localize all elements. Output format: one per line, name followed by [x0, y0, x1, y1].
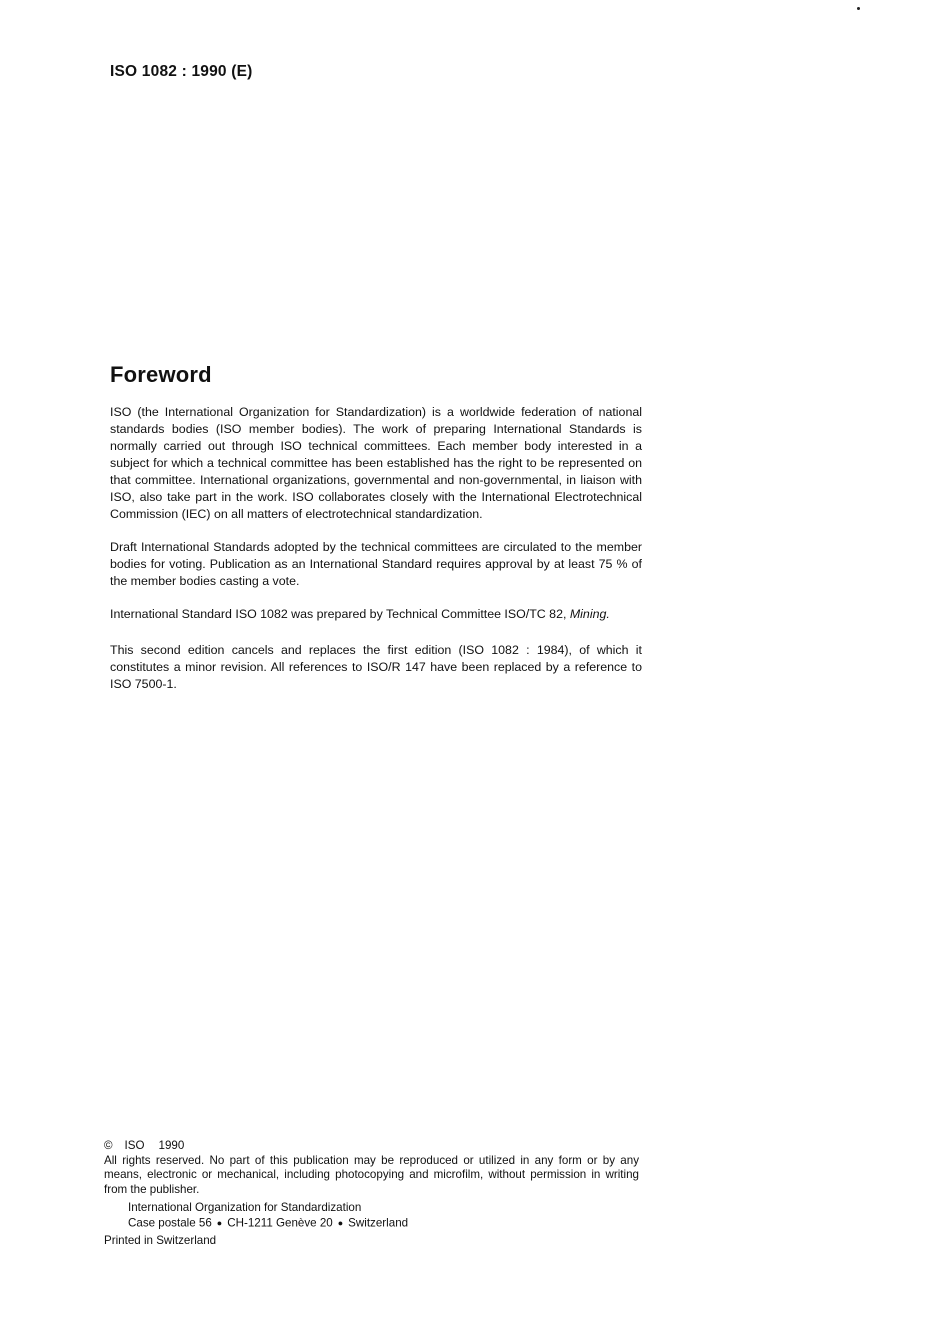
copyright-year: 1990 [158, 1139, 185, 1152]
organization-address [104, 1216, 639, 1231]
copyright-line [104, 1139, 639, 1154]
address-postbox: Case postale 56 [128, 1216, 212, 1230]
prepared-by-text: International Standard ISO 1082 was prepared by Technical Committee ISO/TC 82, [110, 607, 567, 621]
address-country: Switzerland [348, 1216, 409, 1230]
bullet-separator-2: ● [337, 1217, 344, 1228]
foreword-paragraph-2: Draft International Standards adopted by the technical committees are circulated to the member bodies for voting. Publication as an International Standard requires approval by at least 75 % of the member bodies casting a vote. [110, 540, 642, 588]
prepared-by-subject: Mining. [569, 607, 610, 621]
foreword-paragraph-1: ISO (the International Organization for Standardization) is a worldwide federation of national standards bodies (ISO member bodies). The work of preparing International Standards is normally carried out through ISO technical committees. Each member body interested in a subject for which a technical committee has been established has the right to be represented on that committee. International organizations, governmental and non-governmental, in liaison with ISO, also take part in the work. ISO collaborates closely with the International Electrotechnical Commission (IEC) on all matters of electrotechnical standardization. [110, 405, 642, 521]
document-header: ISO 1082 : 1990 (E) [110, 63, 253, 80]
foreword-paragraph-4: This second edition cancels and replaces the first edition (ISO 1082 : 1984), of which it constitutes a minor revision. All references to ISO/R 147 have been replaced by a reference to ISO 7500-1. [110, 643, 642, 691]
printed-in: Printed in Switzerland [104, 1233, 217, 1247]
foreword-paragraph-3 [110, 606, 642, 623]
address-city: CH-1211 Genève 20 [227, 1216, 333, 1230]
foreword-section [110, 362, 642, 709]
copyright-notice [104, 1139, 639, 1249]
copyright-symbol: © [104, 1139, 113, 1152]
rights-statement: All rights reserved. No part of this publication may be reproduced or utilized in any form or by any means, electronic or mechanical, including photocopying and microfilm, without permission in writing from the publisher. [104, 1153, 639, 1196]
foreword-heading: Foreword [110, 362, 212, 387]
bullet-separator-1: ● [216, 1217, 223, 1228]
scan-speck [857, 7, 860, 10]
organization-name: International Organization for Standardization [128, 1201, 362, 1215]
copyright-owner: ISO [124, 1139, 145, 1152]
